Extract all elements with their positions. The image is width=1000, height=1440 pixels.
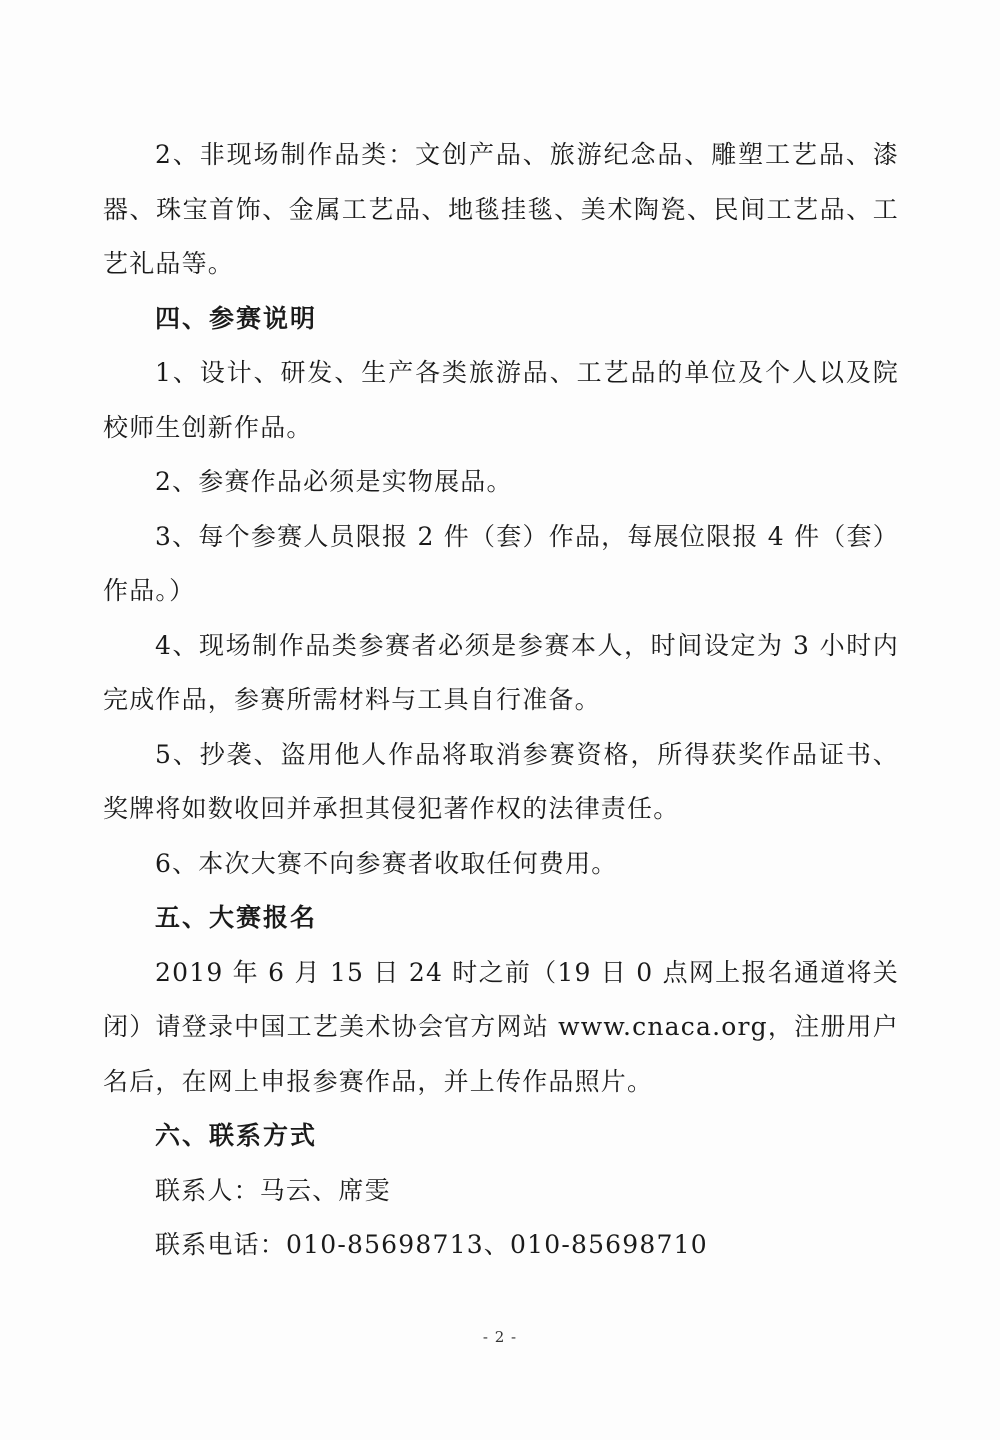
section-heading-contact: 六、联系方式: [155, 1121, 318, 1150]
note-2-paragraph: 2、参赛作品必须是实物展品。: [155, 467, 513, 496]
contact-person-paragraph: 联系人：马云、席雯: [155, 1175, 391, 1205]
section-heading-participation-notes: 四、参赛说明: [155, 303, 318, 333]
note-4-paragraph: 4、现场制作品类参赛者必须是参赛本人，时间设定为 3 小时内完成作品，参赛所需材料与工具自行准备。: [103, 630, 899, 714]
category-offsite-paragraph: 2、非现场制作品类：文创产品、旅游纪念品、雕塑工艺品、漆器、珠宝首饰、金属工艺品、地毯挂毯、美术陶瓷、民间工艺品、工艺礼品等。: [103, 140, 899, 278]
section-heading-registration: 五、大赛报名: [155, 903, 318, 932]
note-1-paragraph: 1、设计、研发、生产各类旅游品、工艺品的单位及个人以及院校师生创新作品。: [103, 358, 899, 442]
note-3-paragraph: 3、每个参赛人员限报 2 件（套）作品，每展位限报 4 件（套）作品。）: [103, 521, 899, 605]
note-6-paragraph: 6、本次大赛不向参赛者收取任何费用。: [155, 848, 618, 878]
registration-paragraph: 2019 年 6 月 15 日 24 时之前（19 日 0 点网上报名通道将关闭）请登录中国工艺美术协会官方网站 www.cnaca.org，注册用户名后，在网上申报参赛作品，并上传作品照片。: [103, 957, 899, 1096]
contact-phone-paragraph: 联系电话：010-85698713、010-85698710: [155, 1230, 708, 1259]
page-number: - 2 -: [482, 1328, 518, 1346]
note-5-paragraph: 5、抄袭、盗用他人作品将取消参赛资格，所得获奖作品证书、奖牌将如数收回并承担其侵犯著作权的法律责任。: [103, 739, 899, 823]
document-body: [103, 128, 899, 1273]
